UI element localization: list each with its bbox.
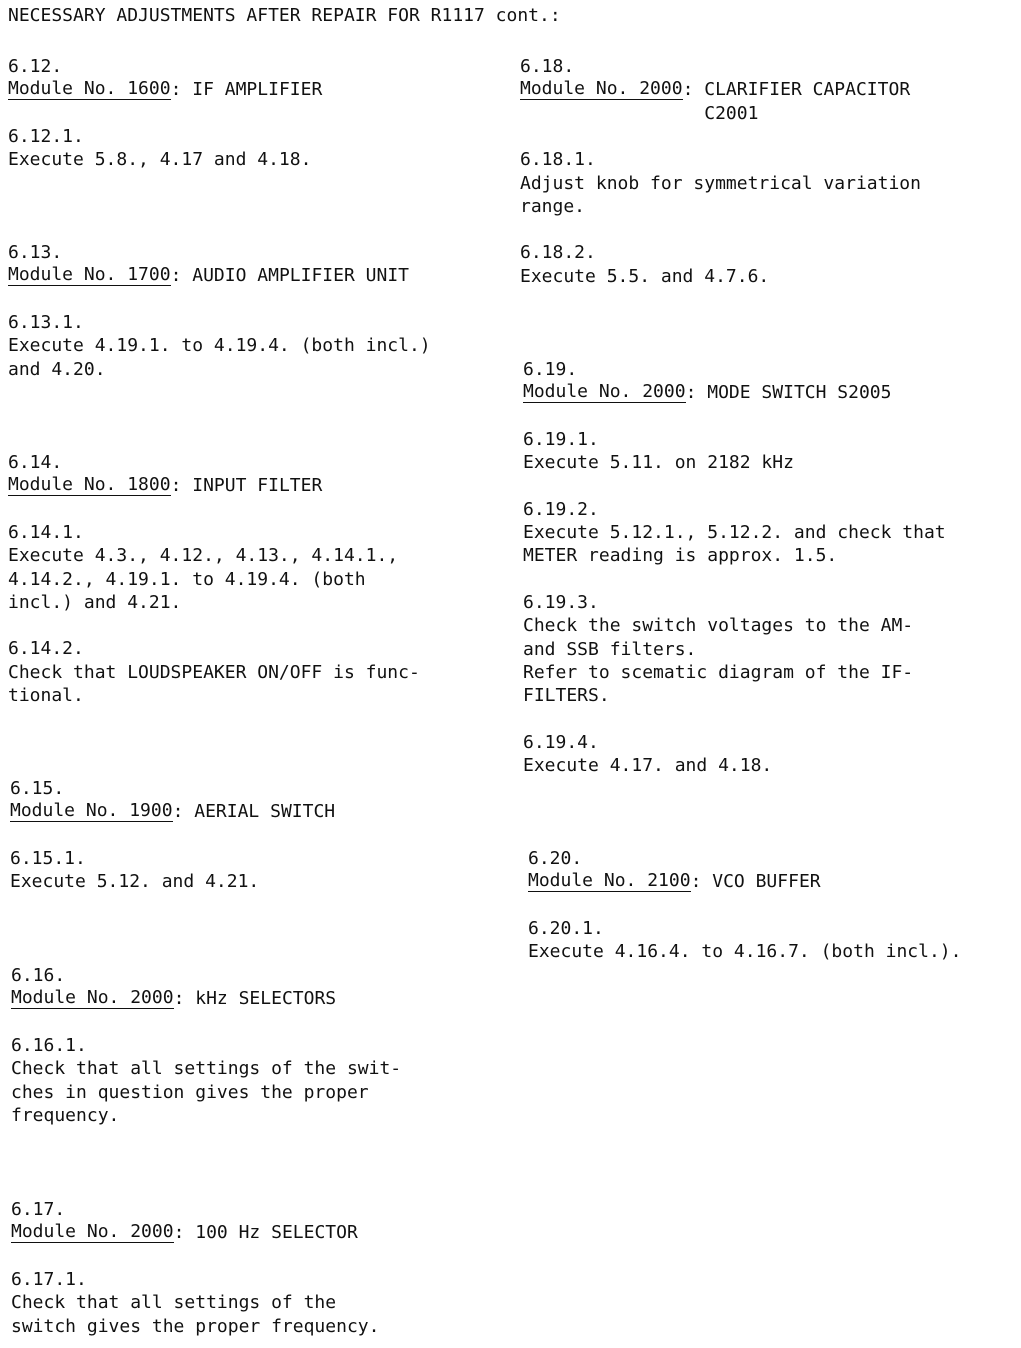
module-title: VCO BUFFER — [712, 871, 821, 893]
subsection-number: 6.19.4. — [523, 731, 599, 753]
body-line: Execute 4.17. and 4.18. — [523, 755, 773, 777]
section-heading: Module No. 1800 : INPUT FILTER — [8, 474, 323, 497]
body-line: frequency. — [11, 1105, 120, 1127]
section-number: 6.12. — [8, 56, 63, 77]
subsection-number: 6.18.1. — [520, 149, 596, 171]
body-line: Execute 5.8., 4.17 and 4.18. — [8, 149, 312, 171]
module-title: kHz SELECTORS — [195, 988, 337, 1010]
subsection-6-17-1 — [11, 1268, 379, 1338]
section-number: 6.17. — [11, 1199, 66, 1220]
body-line: incl.) and 4.21. — [8, 592, 182, 614]
module-title: 100 Hz SELECTOR — [195, 1222, 358, 1244]
section-heading: Module No. 2000 : 100 Hz SELECTOR — [11, 1221, 358, 1244]
subsection-number: 6.15.1. — [10, 847, 86, 869]
subsection-6-19-2 — [523, 498, 946, 568]
body-line: Execute 5.12.1., 5.12.2. and check that — [523, 522, 946, 544]
module-label: Module No. 1900 — [10, 800, 173, 822]
body-line: Check the switch voltages to the AM- — [523, 615, 914, 637]
body-line: and SSB filters. — [523, 638, 697, 660]
module-title: MODE SWITCH S2005 — [707, 382, 892, 404]
body-line: METER reading is approx. 1.5. — [523, 545, 838, 567]
section-6-17 — [11, 1198, 379, 1338]
subsection-6-14-2 — [8, 637, 420, 707]
module-label: Module No. 2000 — [523, 381, 686, 403]
body-line: Execute 5.12. and 4.21. — [10, 871, 260, 893]
section-6-15 — [10, 777, 335, 894]
section-6-14 — [8, 451, 420, 708]
section-number: 6.14. — [8, 452, 63, 473]
section-heading: Module No. 2000 : MODE SWITCH S2005 — [523, 381, 892, 404]
subsection-number: 6.16.1. — [11, 1034, 87, 1056]
body-line: Execute 5.5. and 4.7.6. — [520, 265, 770, 287]
subsection-6-18-2 — [520, 241, 921, 288]
section-6-19 — [523, 358, 946, 778]
subsection-number: 6.12.1. — [8, 125, 84, 147]
subsection-6-16-1 — [11, 1034, 401, 1128]
section-heading: Module No. 2000 : kHz SELECTORS — [11, 987, 337, 1010]
section-6-18 — [520, 55, 921, 288]
section-number: 6.20. — [528, 848, 583, 869]
module-title: CLARIFIER CAPACITOR C2001 — [704, 79, 911, 124]
section-6-13 — [8, 241, 431, 381]
section-number: 6.13. — [8, 242, 63, 263]
subsection-6-19-1 — [523, 428, 946, 475]
subsection-number: 6.19.2. — [523, 498, 599, 520]
body-line: and 4.20. — [8, 358, 106, 380]
module-title: AUDIO AMPLIFIER UNIT — [192, 265, 409, 287]
subsection-number: 6.17.1. — [11, 1268, 87, 1290]
body-line: Check that LOUDSPEAKER ON/OFF is func- — [8, 661, 420, 683]
body-line: Execute 4.19.1. to 4.19.4. (both incl.) — [8, 335, 431, 357]
section-number: 6.19. — [523, 359, 578, 380]
section-6-16 — [11, 964, 401, 1127]
subsection-number: 6.19.3. — [523, 591, 599, 613]
body-line: range. — [520, 196, 586, 218]
subsection-6-15-1 — [10, 847, 335, 894]
module-label: Module No. 2100 — [528, 870, 691, 892]
module-label: Module No. 2000 — [11, 1221, 174, 1243]
body-line: Execute 4.16.4. to 4.16.7. (both incl.). — [528, 941, 962, 963]
module-label: Module No. 1600 — [8, 78, 171, 100]
subsection-6-14-1 — [8, 521, 420, 615]
section-number: 6.15. — [10, 778, 65, 799]
subsection-6-13-1 — [8, 311, 431, 381]
body-line: Check that all settings of the — [11, 1292, 337, 1314]
section-number: 6.18. — [520, 56, 575, 77]
body-line: Refer to scematic diagram of the IF- — [523, 662, 914, 684]
section-heading: Module No. 1600 : IF AMPLIFIER — [8, 78, 323, 101]
module-label: Module No. 2000 — [520, 78, 683, 100]
subsection-number: 6.20.1. — [528, 917, 604, 939]
body-line: ches in question gives the proper — [11, 1081, 369, 1103]
body-line: switch gives the proper frequency. — [11, 1315, 380, 1337]
subsection-number: 6.13.1. — [8, 311, 84, 333]
subsection-6-18-1 — [520, 148, 921, 218]
section-6-12 — [8, 55, 322, 172]
body-line: Execute 5.11. on 2182 kHz — [523, 452, 794, 474]
body-line: 4.14.2., 4.19.1. to 4.19.4. (both — [8, 568, 366, 590]
module-label: Module No. 1700 — [8, 264, 171, 286]
section-6-20 — [528, 847, 961, 964]
section-heading: Module No. 1900 : AERIAL SWITCH — [10, 800, 336, 823]
page-title: NECESSARY ADJUSTMENTS AFTER REPAIR FOR R1117 cont.: — [8, 5, 561, 26]
subsection-number: 6.14.1. — [8, 521, 84, 543]
body-line: tional. — [8, 685, 84, 707]
subsection-6-20-1 — [528, 917, 961, 964]
module-title: AERIAL SWITCH — [194, 801, 336, 823]
subsection-6-12-1 — [8, 125, 322, 172]
section-number: 6.16. — [11, 965, 66, 986]
section-heading: Module No. 2000 : CLARIFIER CAPACITOR C2001 — [520, 78, 911, 124]
module-title: IF AMPLIFIER — [192, 79, 323, 101]
module-label: Module No. 2000 — [11, 987, 174, 1009]
section-heading: Module No. 1700 : AUDIO AMPLIFIER UNIT — [8, 264, 409, 287]
body-line: Check that all settings of the swit- — [11, 1058, 402, 1080]
module-label: Module No. 1800 — [8, 474, 171, 496]
subsection-6-19-3 — [523, 591, 946, 708]
subsection-number: 6.14.2. — [8, 638, 84, 660]
subsection-number: 6.19.1. — [523, 428, 599, 450]
subsection-number: 6.18.2. — [520, 242, 596, 264]
module-title: INPUT FILTER — [192, 475, 323, 497]
body-line: FILTERS. — [523, 685, 610, 707]
subsection-6-19-4 — [523, 731, 946, 778]
body-line: Adjust knob for symmetrical variation — [520, 172, 921, 194]
body-line: Execute 4.3., 4.12., 4.13., 4.14.1., — [8, 545, 399, 567]
section-heading: Module No. 2100 : VCO BUFFER — [528, 870, 821, 893]
